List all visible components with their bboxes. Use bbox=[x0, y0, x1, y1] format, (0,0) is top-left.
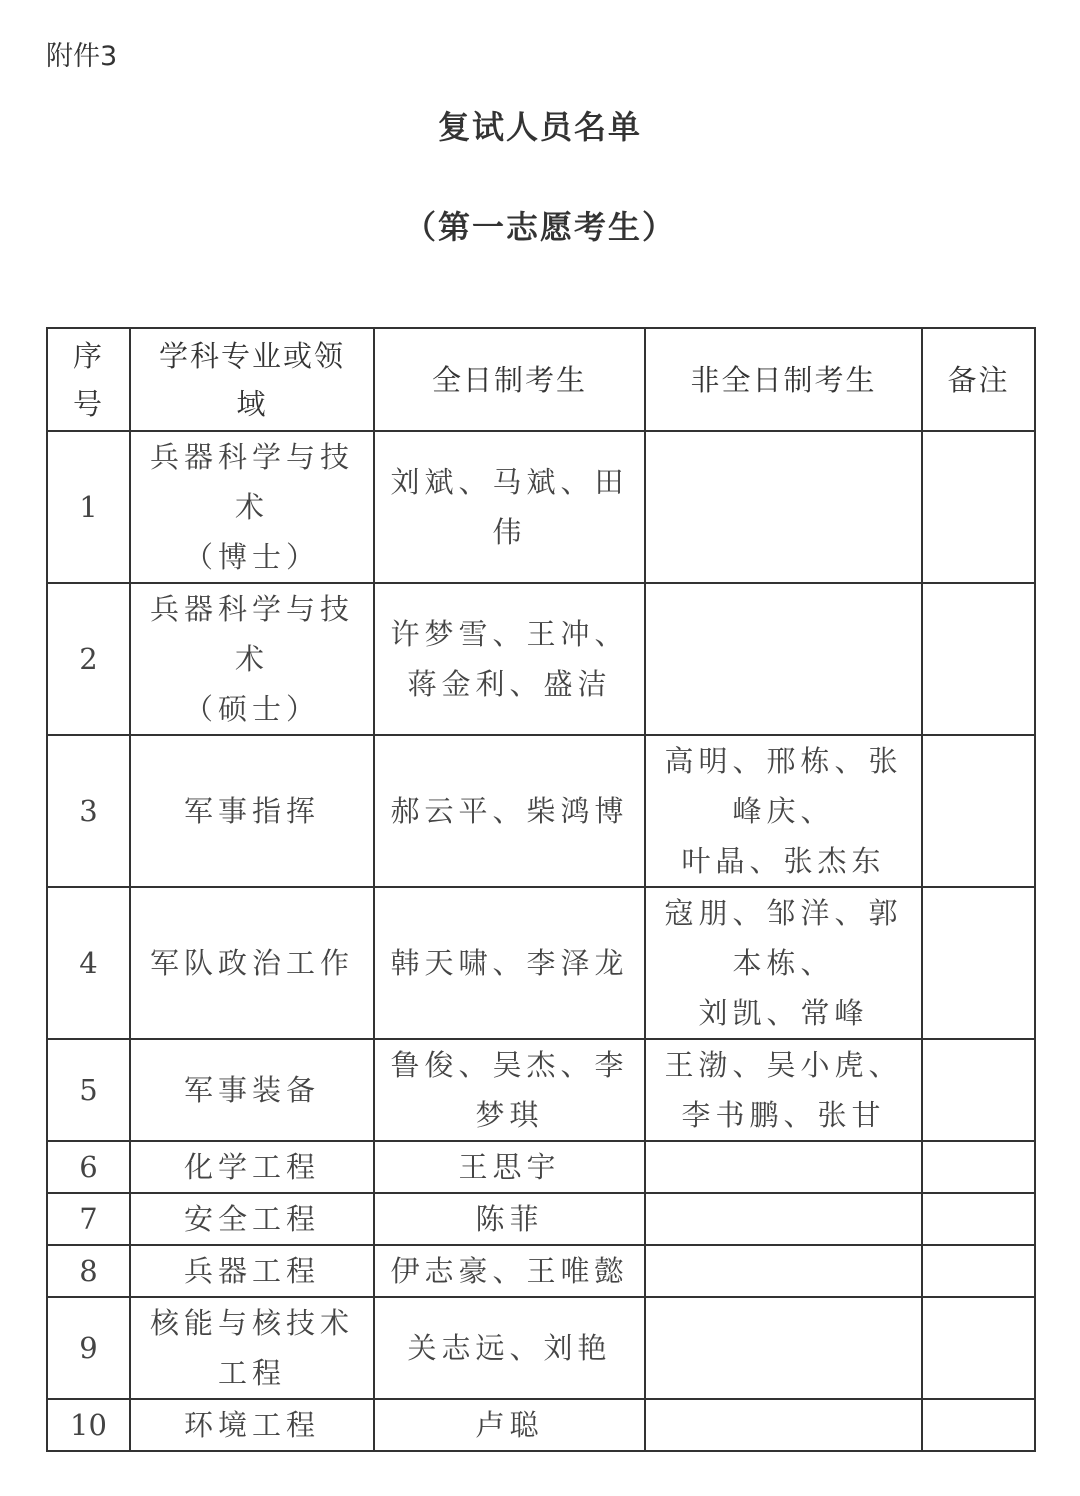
row-part-time bbox=[645, 1193, 922, 1245]
row-field: 兵器科学与技 术 （博士） bbox=[130, 431, 374, 583]
table-row bbox=[47, 1245, 1035, 1297]
row-part-time bbox=[645, 1245, 922, 1297]
page-subtitle: （第一志愿考生） bbox=[403, 208, 676, 246]
row-full-time: 王思宇 bbox=[374, 1141, 645, 1193]
row-full-time: 许梦雪、王冲、 蒋金利、盛洁 bbox=[374, 583, 645, 735]
row-number: 10 bbox=[47, 1399, 130, 1451]
row-field: 军事指挥 bbox=[130, 735, 374, 887]
header-note: 备注 bbox=[922, 328, 1035, 431]
table-row bbox=[47, 887, 1035, 1039]
table-row bbox=[47, 1399, 1035, 1451]
row-full-time: 关志远、刘艳 bbox=[374, 1297, 645, 1399]
row-part-time bbox=[645, 1297, 922, 1399]
table-row bbox=[47, 583, 1035, 735]
row-full-time: 韩天啸、李泽龙 bbox=[374, 887, 645, 1039]
row-part-time bbox=[645, 1141, 922, 1193]
row-note bbox=[922, 1039, 1035, 1141]
row-note bbox=[922, 1399, 1035, 1451]
table-row bbox=[47, 735, 1035, 887]
row-number: 1 bbox=[47, 431, 130, 583]
table-row bbox=[47, 1039, 1035, 1141]
row-field: 军事装备 bbox=[130, 1039, 374, 1141]
table-row bbox=[47, 1141, 1035, 1193]
row-number: 7 bbox=[47, 1193, 130, 1245]
row-field: 兵器工程 bbox=[130, 1245, 374, 1297]
header-part-time: 非全日制考生 bbox=[645, 328, 922, 431]
row-part-time: 王渤、吴小虎、 李书鹏、张甘 bbox=[645, 1039, 922, 1141]
table-row bbox=[47, 431, 1035, 583]
row-part-time: 寇朋、邹洋、郭 本栋、 刘凯、常峰 bbox=[645, 887, 922, 1039]
row-number: 9 bbox=[47, 1297, 130, 1399]
row-number: 6 bbox=[47, 1141, 130, 1193]
table-row bbox=[47, 1297, 1035, 1399]
table-header-row bbox=[47, 328, 1035, 431]
row-note bbox=[922, 583, 1035, 735]
row-note bbox=[922, 1141, 1035, 1193]
row-number: 2 bbox=[47, 583, 130, 735]
row-full-time: 陈菲 bbox=[374, 1193, 645, 1245]
row-part-time bbox=[645, 1399, 922, 1451]
row-field: 核能与核技术 工程 bbox=[130, 1297, 374, 1399]
row-field: 兵器科学与技 术 （硕士） bbox=[130, 583, 374, 735]
row-part-time: 高明、邢栋、张 峰庆、 叶晶、张杰东 bbox=[645, 735, 922, 887]
row-full-time: 郝云平、柴鸿博 bbox=[374, 735, 645, 887]
row-note bbox=[922, 887, 1035, 1039]
row-full-time: 卢聪 bbox=[374, 1399, 645, 1451]
attachment-label: 附件3 bbox=[46, 41, 118, 72]
page-title: 复试人员名单 bbox=[437, 108, 642, 146]
row-number: 3 bbox=[47, 735, 130, 887]
table-row bbox=[47, 1193, 1035, 1245]
row-part-time bbox=[645, 583, 922, 735]
row-full-time: 伊志豪、王唯懿 bbox=[374, 1245, 645, 1297]
row-number: 5 bbox=[47, 1039, 130, 1141]
row-field: 安全工程 bbox=[130, 1193, 374, 1245]
row-field: 环境工程 bbox=[130, 1399, 374, 1451]
row-note bbox=[922, 1245, 1035, 1297]
row-part-time bbox=[645, 431, 922, 583]
row-full-time: 刘斌、马斌、田 伟 bbox=[374, 431, 645, 583]
row-full-time: 鲁俊、吴杰、李 梦琪 bbox=[374, 1039, 645, 1141]
header-full-time: 全日制考生 bbox=[374, 328, 645, 431]
row-note bbox=[922, 735, 1035, 887]
row-note bbox=[922, 431, 1035, 583]
row-note bbox=[922, 1193, 1035, 1245]
row-field: 军队政治工作 bbox=[130, 887, 374, 1039]
candidate-table bbox=[46, 327, 1036, 1452]
row-note bbox=[922, 1297, 1035, 1399]
header-field: 学科专业或领 域 bbox=[130, 328, 374, 431]
row-number: 4 bbox=[47, 887, 130, 1039]
row-field: 化学工程 bbox=[130, 1141, 374, 1193]
header-no: 序 号 bbox=[47, 328, 130, 431]
row-number: 8 bbox=[47, 1245, 130, 1297]
